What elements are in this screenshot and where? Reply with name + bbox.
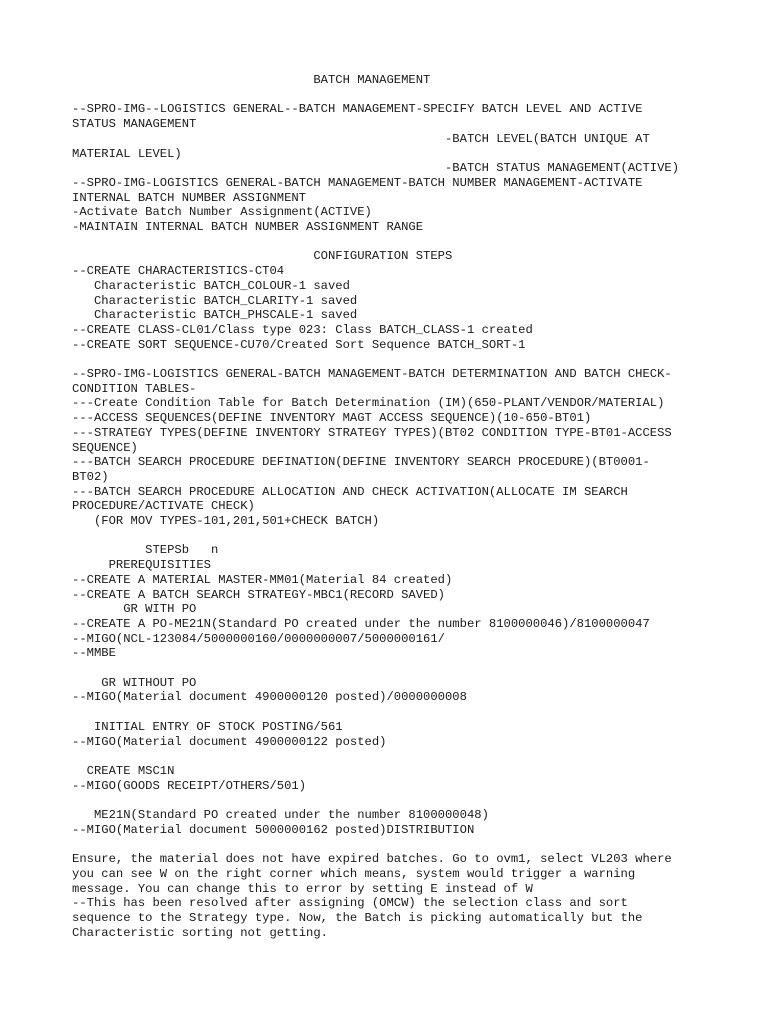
text-line: CONDITION TABLES- [72, 381, 197, 396]
text-line: --SPRO-IMG-LOGISTICS GENERAL-BATCH MANAGEMENT-BATCH NUMBER MANAGEMENT-ACTIVATE [72, 175, 643, 190]
text-line: sequence to the Strategy type. Now, the Batch is picking automatically but the [72, 910, 643, 925]
text-line: STEPSb n [72, 543, 219, 558]
text-line: ---STRATEGY TYPES(DEFINE INVENTORY STRATEGY TYPES)(BT02 CONDITION TYPE-BT01-ACCESS [72, 425, 672, 440]
text-line: GR WITH PO [72, 602, 197, 617]
text-line: ---Create Condition Table for Batch Determination (IM)(650-PLANT/VENDOR/MATERIAL) [72, 396, 665, 411]
text-line: STATUS MANAGEMENT [72, 117, 197, 132]
text-line: message. You can change this to error by setting E instead of W [72, 881, 533, 896]
text-line: --CREATE A MATERIAL MASTER-MM01(Material 84 created) [72, 572, 453, 587]
text-line: GR WITHOUT PO [72, 675, 197, 690]
text-line: INITIAL ENTRY OF STOCK POSTING/561 [72, 719, 343, 734]
text-line: --CREATE CLASS-CL01/Class type 023: Class BATCH_CLASS-1 created [72, 322, 533, 337]
text-line: PROCEDURE/ACTIVATE CHECK) [72, 499, 255, 514]
text-line: --CREATE CHARACTERISTICS-CT04 [72, 264, 285, 279]
text-line: Characteristic BATCH_PHSCALE-1 saved [72, 308, 358, 323]
text-line: --MIGO(NCL-123084/5000000160/0000000007/5000000161/ [72, 631, 445, 646]
text-line: CONFIGURATION STEPS [72, 249, 453, 264]
text-line: --CREATE A PO-ME21N(Standard PO created under the number 8100000046)/8100000047 [72, 616, 650, 631]
text-line: --CREATE A BATCH SEARCH STRATEGY-MBC1(RECORD SAVED) [72, 587, 445, 602]
text-line: (FOR MOV TYPES-101,201,501+CHECK BATCH) [72, 514, 380, 528]
text-line: --SPRO-IMG-LOGISTICS GENERAL-BATCH MANAGEMENT-BATCH DETERMINATION AND BATCH CHECK- [72, 367, 672, 381]
text-line: ---BATCH SEARCH PROCEDURE ALLOCATION AND CHECK ACTIVATION(ALLOCATE IM SEARCH [72, 484, 628, 499]
text-line: -BATCH LEVEL(BATCH UNIQUE AT [72, 131, 650, 146]
text-line: SEQUENCE) [72, 440, 138, 455]
text-line: -MAINTAIN INTERNAL BATCH NUMBER ASSIGNMENT RANGE [72, 220, 424, 234]
text-line: INTERNAL BATCH NUMBER ASSIGNMENT [72, 190, 307, 205]
text-line: CREATE MSC1N [72, 763, 175, 778]
text-line: you can see W on the right corner which means, system would trigger a warning [72, 866, 636, 881]
text-line: --CREATE SORT SEQUENCE-CU70/Created Sort Sequence BATCH_SORT-1 [72, 337, 526, 352]
text-line: --This has been resolved after assigning (OMCW) the selection class and sort [72, 896, 628, 911]
text-line: Characteristic BATCH_CLARITY-1 saved [72, 293, 358, 308]
text-line: -Activate Batch Number Assignment(ACTIVE) [72, 205, 372, 220]
text-line: Characteristic BATCH_COLOUR-1 saved [72, 278, 350, 293]
text-line: --MIGO(Material document 4900000122 posted) [72, 734, 387, 749]
text-line: --MMBE [72, 646, 116, 661]
text-line: ME21N(Standard PO created under the number 8100000048) [72, 808, 489, 822]
text-line: ---ACCESS SEQUENCES(DEFINE INVENTORY MAGT ACCESS SEQUENCE)(10-650-BT01) [72, 411, 592, 426]
text-line: --MIGO(Material document 4900000120 posted)/0000000008 [72, 690, 467, 705]
text-line: BT02) [72, 469, 109, 484]
text-line: BATCH MANAGEMENT [72, 73, 431, 87]
text-line: --MIGO(GOODS RECEIPT/OTHERS/501) [72, 778, 307, 793]
text-line: Characteristic sorting not getting. [72, 925, 328, 940]
text-line: Ensure, the material does not have expired batches. Go to ovm1, select VL203 where [72, 852, 672, 867]
text-line: --MIGO(Material document 5000000162 posted)DISTRIBUTION [72, 822, 475, 837]
text-line: --SPRO-IMG--LOGISTICS GENERAL--BATCH MANAGEMENT-SPECIFY BATCH LEVEL AND ACTIVE [72, 102, 643, 117]
text-line: MATERIAL LEVEL) [72, 146, 182, 161]
text-line: ---BATCH SEARCH PROCEDURE DEFINATION(DEFINE INVENTORY SEARCH PROCEDURE)(BT0001- [72, 455, 650, 470]
text-line: -BATCH STATUS MANAGEMENT(ACTIVE) [72, 161, 680, 176]
text-line: PREREQUISITIES [72, 558, 211, 573]
